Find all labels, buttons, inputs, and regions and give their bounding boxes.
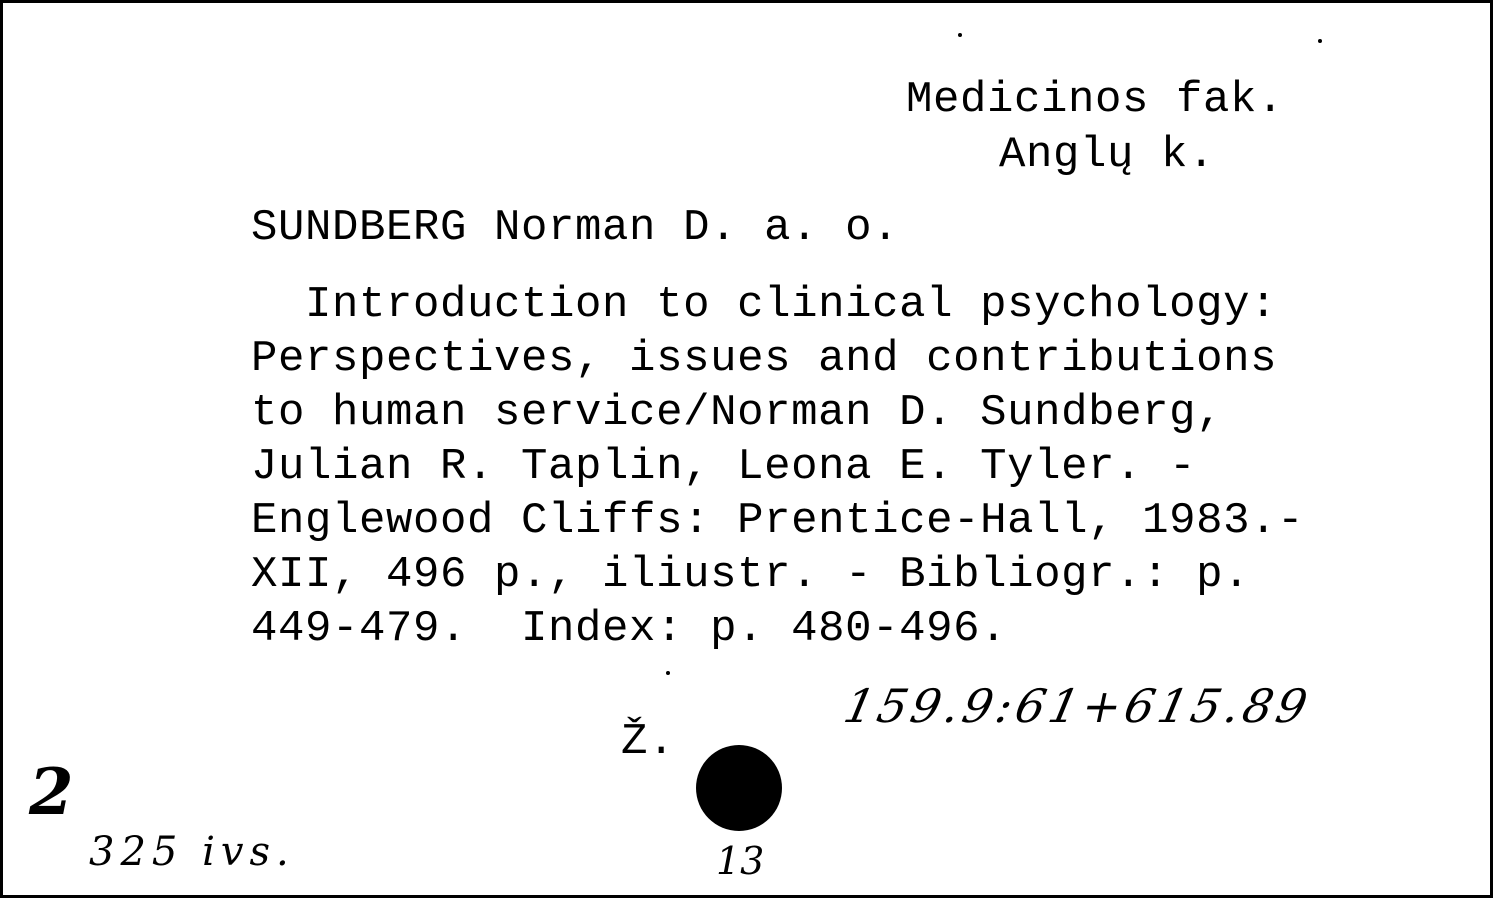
ink-speck [666,671,670,675]
faculty-label: Medicinos fak. [906,75,1285,125]
location-mark: Ž. [621,717,676,767]
handwritten-number-bottom: 13 [716,839,765,883]
description-line: 449-479. Index: p. 480-496. [251,604,1008,654]
author-heading: SUNDBERG Norman D. a. o. [251,203,900,253]
description-line: Perspectives, issues and contributions [251,334,1278,384]
description-line: Introduction to clinical psychology: [251,280,1278,330]
punch-hole [696,745,782,831]
description-line: Julian R. Taplin, Leona E. Tyler. - [251,442,1197,492]
ink-speck [958,33,962,37]
classification-number: 159.9:61+615.89 [839,679,1316,733]
handwritten-note: 325 ivs. [89,829,295,875]
ink-speck [1318,39,1322,43]
handwritten-number-left: 2 [29,755,74,830]
language-label: Anglų k. [999,130,1216,180]
description-line: to human service/Norman D. Sundberg, [251,388,1224,438]
description-line: Englewood Cliffs: Prentice-Hall, 1983.- [251,496,1305,546]
description-line: XII, 496 p., iliustr. - Bibliogr.: p. [251,550,1251,600]
